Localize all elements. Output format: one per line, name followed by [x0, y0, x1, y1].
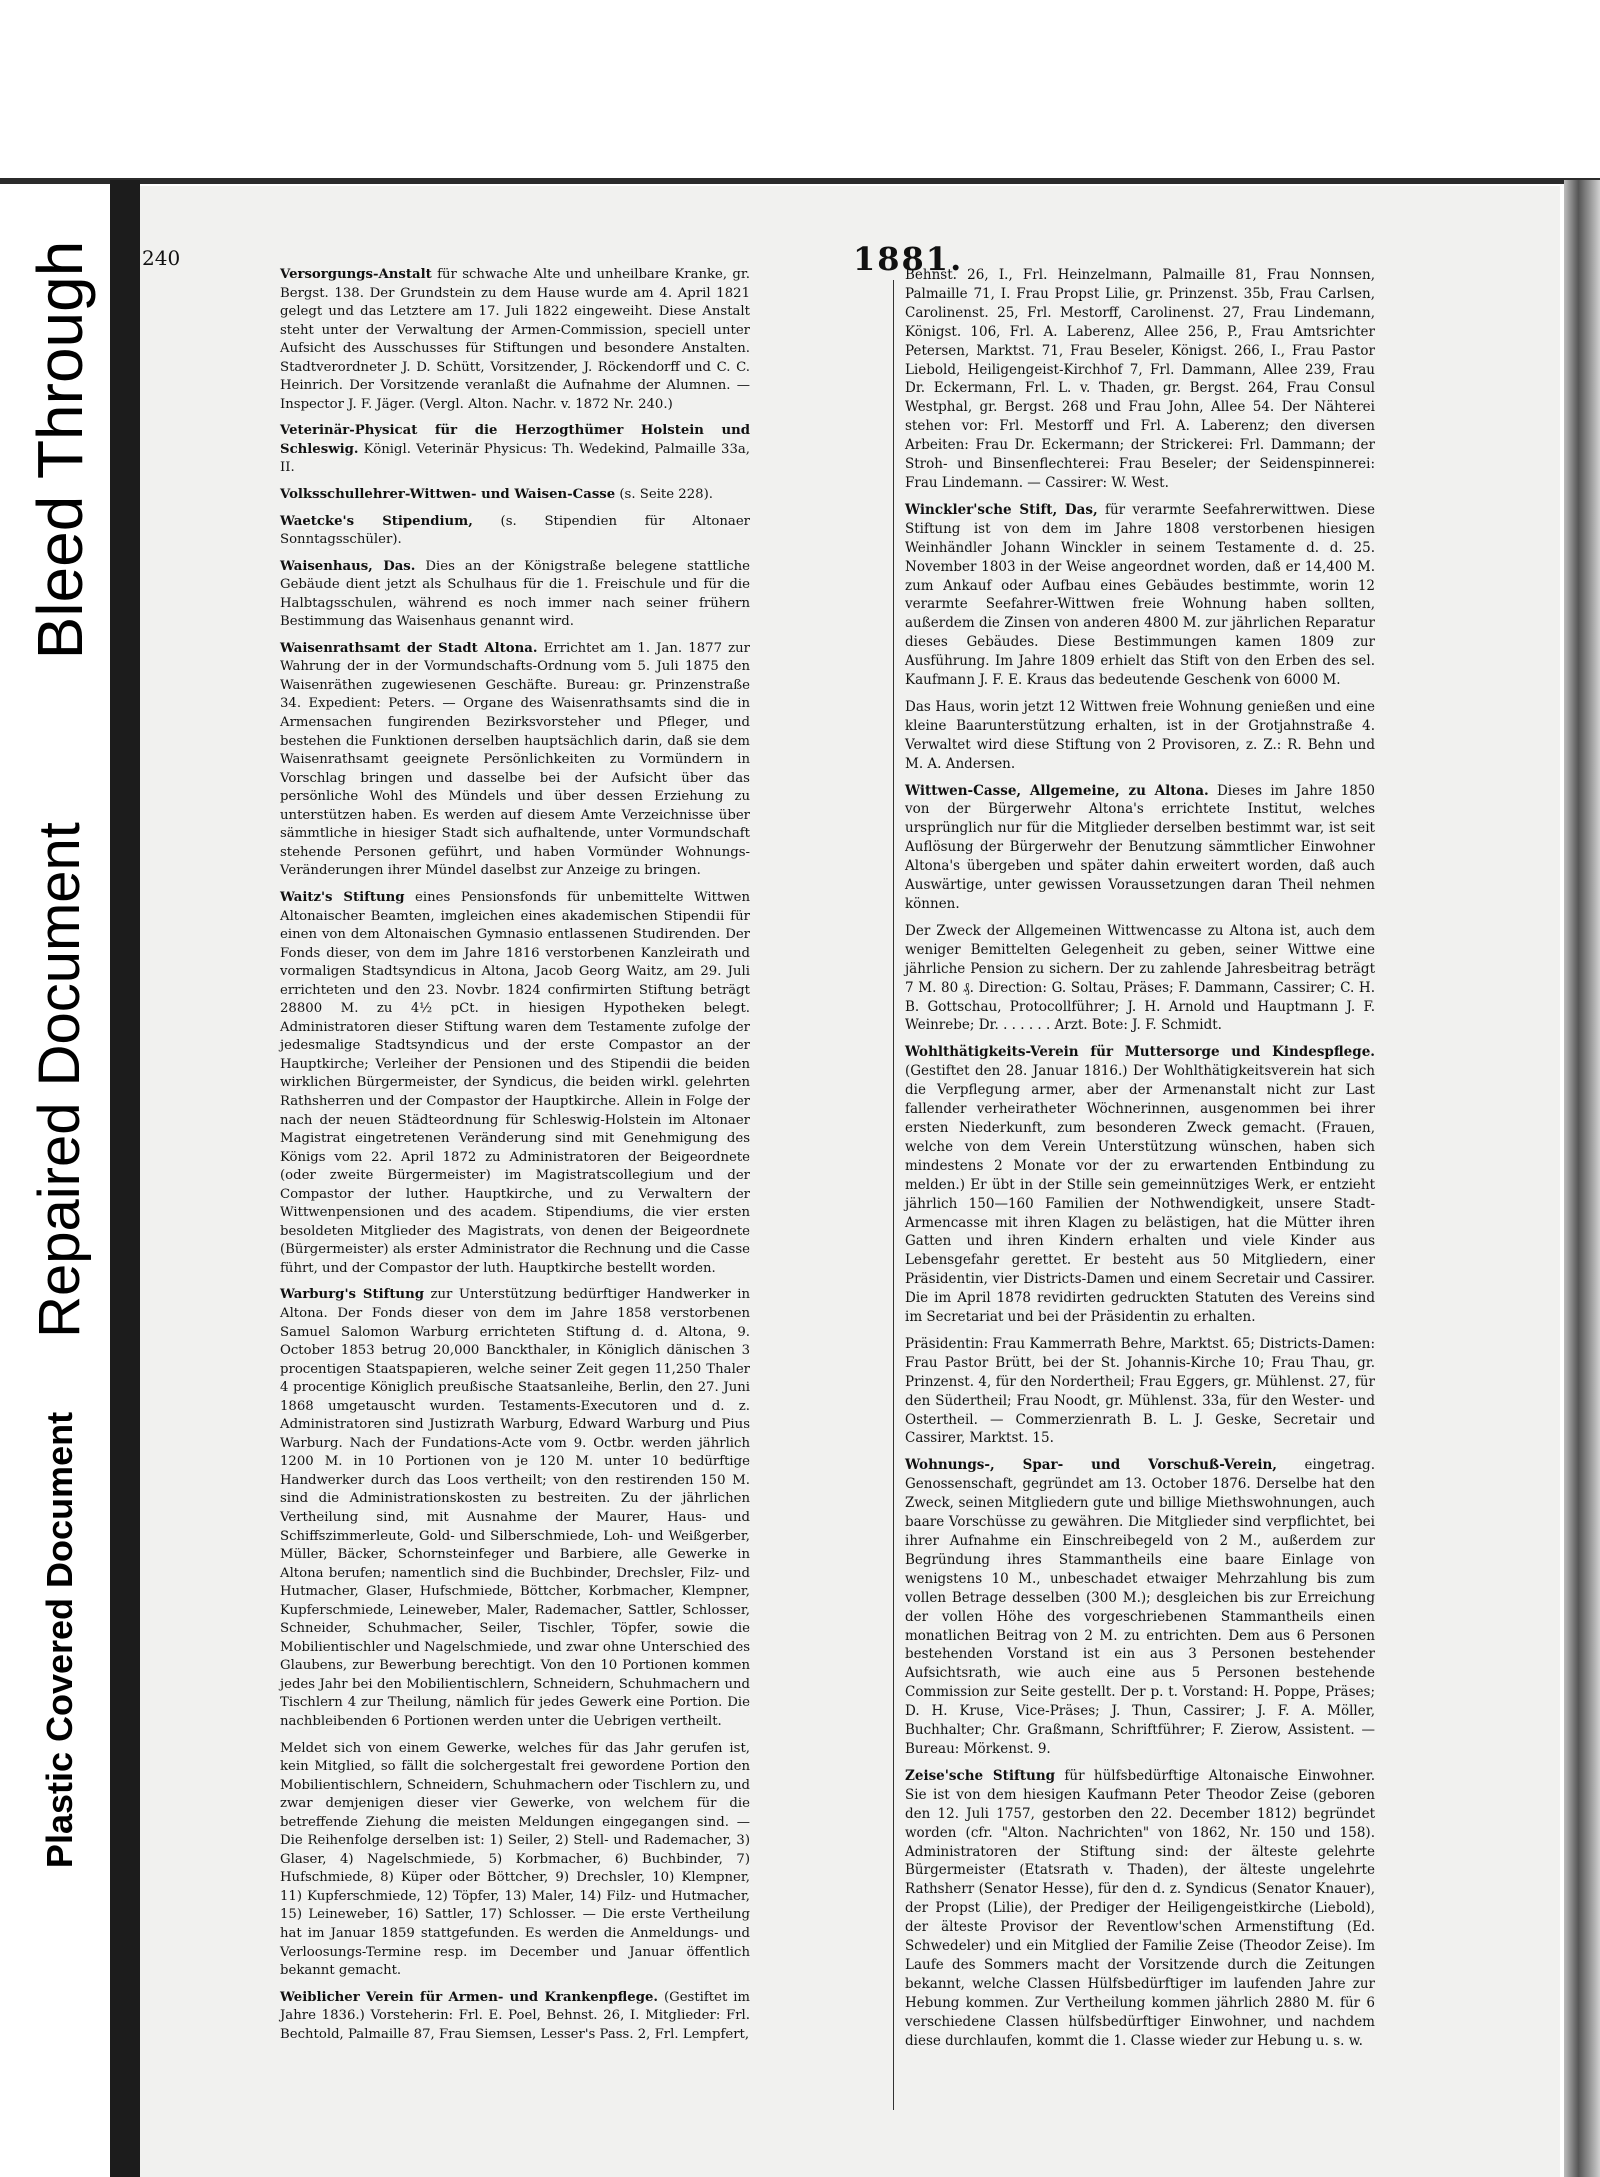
entry-paragraph	[280, 640, 750, 881]
entry-body: Das Haus, worin jetzt 12 Wittwen freie Wohnung genießen und eine kleine Baarunterstützung erhalten, ist in der Grotjahnstraße 4. Verwaltet wird diese Stiftung von 2 Provisoren, z. Z.: R. Behn und M. A. Andersen.	[905, 698, 1375, 772]
entry-heading: Zeise'sche Stiftung	[905, 1767, 1056, 1784]
entry-body: zur Unterstützung bedürftiger Handwerker in Altona. Der Fonds dieser von dem im Jahre 1858 verstorbenen Samuel Salomon Warburg errichteten Stiftung d. d. Altona, 9. October 1853 betrug 20,000 Banckthaler, in Königlich dänischen 3 procentigen Staatspapieren, welche seiner Zeit gegen 11,250 Thaler 4 procentige Königlich preußische Staatsanleihe, Berlin, den 27. Juni 1868 umgetauscht wurden. Testaments-Executoren und d. z. Administratoren sind Justizrath Warburg, Edward Warburg und Pius Warburg. Nach der Fundations-Acte vom 9. Octbr. werden jährlich 1200 M. in 10 Portionen von je 120 M. unter 10 bedürftige Handwerker durch das Loos vertheilt; von den restirenden 150 M. sind die Administrationskosten zu bestreiten. Zu der jährlichen Vertheilung sind, mit Ausnahme der Maurer, Haus- und Schiffszimmerleute, Gold- und Silberschmiede, Loh- und Weißgerber, Müller, Bäcker, Schornsteinfeger und Barbiere, alle Gewerke in Altona berufen; namentlich sind die Buchbinder, Drechsler, Filz- und Hutmacher, Glaser, Hufschmiede, Böttcher, Korbmacher, Klempner, Kupferschmiede, Leineweber, Maler, Rademacher, Sattler, Schlosser, Schneider, Schuhmacher, Seiler, Tischler, Töpfer, sowie die Mobilientischler und Nagelschmiede, und zwar ohne Unterschied des Glaubens, zur Bewerbung berechtigt. Von den 10 Portionen kommen jedes Jahr bei den Mobilientischlern, Schneidern, Schuhmachern und Tischlern 4 zur Theilung, nämlich für jedes Gewerk eine Portion. Die nachbleibenden 6 Portionen werden unter die Uebrigen vertheilt.	[280, 1287, 750, 1730]
repaired-document-label: Repaired Document	[27, 822, 92, 1338]
book-right-edge	[1564, 180, 1600, 2177]
entry-paragraph	[280, 513, 750, 550]
entry-paragraph	[905, 501, 1375, 690]
entry-heading: Wohnungs-, Spar- und Vorschuß-Verein,	[905, 1457, 1277, 1474]
entry-body: Der Zweck der Allgemeinen Wittwencasse zu Altona ist, auch dem weniger Bemittelten Gelegenheit zu geben, seiner Wittwe eine jährliche Pension zu sichern. Der zu zahlende Jahresbeitrag beträgt 7 M. 80 ₰. Direction: G. Soltau, Präses; F. Dammann, Cassirer; C. H. B. Gottschau, Protocollführer; J. H. Arnold und Hauptmann J. F. Weinrebe; Dr. . . . . . . Arzt. Bote: J. F. Schmidt.	[905, 922, 1375, 1034]
entry-heading: Warburg's Stiftung	[280, 1287, 424, 1303]
entry-paragraph	[905, 1043, 1375, 1327]
left-column	[280, 266, 750, 2052]
entry-paragraph	[280, 889, 750, 1278]
column-divider	[893, 280, 894, 2110]
entry-paragraph	[280, 1989, 750, 2045]
entry-heading: Waisenrathsamt der Stadt Altona.	[280, 640, 538, 656]
entry-body: Behnst. 26, I., Frl. Heinzelmann, Palmaille 81, Frau Nonnsen, Palmaille 71, I. Frau Propst Lilie, gr. Prinzenst. 35b, Frau Carlsen, Carolinenst. 25, Frl. Mestorff, Carolinenst. 27, Frau Lindemann, Königst. 106, Frl. A. Laberenz, Allee 256, P., Frau Amtsrichter Petersen, Marktst. 71, Frau Beseler, Königst. 266, I., Frau Pastor Liebold, Heiligengeist-Kirchhof 7, Frl. Dammann, Allee 239, Frau Dr. Eckermann, Frl. L. v. Thaden, gr. Bergst. 264, Frau Consul Westphal, gr. Bergst. 268 und Frau John, Allee 54. Der Nähterei stehen vor: Frl. Mestorff und Frl. A. Laberenz; den diversen Arbeiten: Frau Dr. Eckermann; der Strickerei: Frl. Dammann; der Stroh- und Binsenflechterei: Frau Beseler; der Seidenspinnerei: Frau Lindemann. — Cassirer: W. West.	[905, 267, 1375, 491]
label-sidebar	[0, 0, 120, 2177]
entry-body: Dieses im Jahre 1850 von der Bürgerwehr Altona's errichtete Institut, welches ursprünglich nur für die Mitglieder derselben bestimmt war, ist seit Auflösung der Bürgerwehr der Benutzung sämmtlicher Einwohner Altona's übergeben und später dahin erweitert worden, daß auch Auswärtige, unter gewissen Voraussetzungen daran Theil nehmen können.	[905, 782, 1376, 912]
entry-paragraph	[905, 782, 1375, 914]
entry-body: (s. Seite 228).	[615, 487, 713, 503]
entry-body: für schwache Alte und unheilbare Kranke, gr. Bergst. 138. Der Grundstein zu dem Hause wurde am 4. April 1821 gelegt und das Letztere am 17. Juli 1822 eingeweiht. Diese Anstalt steht unter der Verwaltung der Armen-Commission, speciell unter Aufsicht des Ausschusses für Stiftungen und besondere Anstalten. Stadtverordneter J. D. Schütt, Vorsitzender, J. Röckendorff und C. C. Heinrich. Der Vorsitzende veranlaßt die Aufnahme der Alumnen. — Inspector J. F. Jäger. (Vergl. Alton. Nachr. v. 1872 Nr. 240.)	[280, 267, 750, 412]
entry-body: (Gestiftet den 28. Januar 1816.) Der Wohlthätigkeitsverein hat sich die Verpflegung armer, aber der Armenanstalt nicht zur Last fallender verheiratheter Wöchnerinnen, ausgenommen bei ihrer ersten Niederkunft, zum besonderen Zweck gemacht. (Frauen, welche von dem Verein Unterstützung wünschen, haben sich mindestens 2 Monate vor der zu erwartenden Entbindung zu melden.) Er übt in der Stille sein gemeinnütziges Werk, er entzieht jährlich 150—160 Familien der Nothwendigkeit, unsere Stadt-Armencasse mit ihren Klagen zu belästigen, hat die Mütter ihren Gatten und ihren Kindern erhalten und viele Kinder aus Lebensgefahr gerettet. Er besteht aus 50 Mitgliedern, einer Präsidentin, vier Districts-Damen und einem Secretair und Cassirer. Die im April 1878 revidirten gedruckten Statuten des Vereins sind im Secretariat und bei der Präsidentin zu erhalten.	[905, 1063, 1375, 1326]
book-top-edge	[0, 178, 1600, 184]
entry-body: Königl. Veterinär Physicus: Th. Wedekind, Palmaille 33a, II.	[280, 441, 750, 476]
entry-body: Dies an der Königstraße belegene stattliche Gebäude dient jetzt als Schulhaus für die 1. Freischule und für die Halbtagsschulen, während es noch immer nach seiner frühern Bestimmung das Waisenhaus genannt wird.	[280, 558, 750, 630]
entry-body: (s. Stipendien für Altonaer Sonntagsschüler).	[280, 513, 750, 548]
entry-paragraph	[905, 922, 1375, 1035]
entry-paragraph	[905, 1767, 1375, 2051]
entry-heading: Waetcke's Stipendium,	[280, 513, 473, 529]
entry-heading: Wohlthätigkeits-Verein für Muttersorge und Kindespflege.	[905, 1044, 1375, 1061]
right-column	[905, 266, 1375, 2058]
plastic-covered-label: Plastic Covered Document	[39, 1411, 80, 1869]
entry-body: für hülfsbedürftige Altonaische Einwohner. Sie ist von dem hiesigen Kaufmann Peter Theodor Zeise (geboren den 12. Juli 1757, gestorben den 22. December 1812) begründet worden (cfr. "Alton. Nachrichten" von 1862, Nr. 150 und 158). Administratoren der Stiftung sind: der älteste gelehrte Bürgermeister (Etatsrath v. Thaden), der älteste ungelehrte Rathsherr (Senator Hesse), für den d. z. Syndicus (Senator Knauer), der Propst (Lilie), der Prediger der Heiligengeistkirche (Liebold), der älteste Provisor der Reventlow'schen Armenstiftung (Ed. Schwedeler) und ein Mitglied der Familie Zeise (Theodor Zeise). Im Laufe des Sommers macht der Vorsitzende durch die Zeitungen bekannt, welche Classen Hülfsbedürftiger im laufenden Jahre zur Hebung kommen. Zur Vertheilung kommen jährlich 2880 M. für 6 verschiedene Classen hülfsbedürftiger Einwohner, und nachdem diese durchlaufen, kommt die 1. Classe wieder zur Hebung u. s. w.	[905, 1767, 1376, 2049]
entry-paragraph	[280, 486, 750, 505]
entry-paragraph	[905, 698, 1375, 774]
book-spine-edge	[110, 180, 140, 2177]
entry-heading: Waitz's Stiftung	[280, 889, 405, 905]
entry-body: für verarmte Seefahrerwittwen. Diese Stiftung ist von dem im Jahre 1808 verstorbenen hiesigen Weinhändler Johann Winckler in seinem Testamente d. d. 25. November 1803 in der Weise angeordnet worden, daß er 14,400 M. zum Ankauf oder Aufbau eines Gebäudes bestimmte, worin 12 verarmte Seefahrer-Wittwen freie Wohnung haben sollten, außerdem die Zinsen von anderen 4800 M. zur jährlichen Reparatur dieses Gebäudes. Diese Bestimmungen kamen 1809 zur Ausführung. Im Jahre 1809 erhielt das Stift von den Erben des sel. Kaufmann J. F. E. Kraus das bedeutende Geschenk von 6000 M.	[905, 501, 1375, 689]
entry-heading: Veterinär-Physicat für die Herzogthümer Holstein und Schleswig.	[280, 423, 750, 457]
entry-paragraph	[280, 422, 750, 478]
entry-heading: Waisenhaus, Das.	[280, 558, 416, 574]
entry-body: eingetrag. Genossenschaft, gegründet am 13. October 1876. Derselbe hat den Zweck, seinen Mitgliedern gute und billige Miethswohnungen, auch baare Vorschüsse zu gewähren. Die Mitglieder sind verpflichtet, bei ihrer Aufnahme ein Einschreibegeld von 2 M., außerdem zur Begründung ihres Stammantheils eine baare Einlage von wenigstens 10 M., unbeschadet etwaiger Mehrzahlung bis zum vollen Betrage desselben (300 M.); desgleichen bis zur Erreichung der vollen Höhe des vorgeschriebenen Stammantheils einen monatlichen Beitrag von 2 M. zu entrichten. Dem aus 6 Personen bestehenden Vorstand ist ein aus 3 Personen bestehender Aufsichtsrath, wie auch eine aus 5 Personen bestehende Commission zur Seite gestellt. Der p. t. Vorstand: H. Poppe, Präses; D. H. Kruse, Vice-Präses; J. Thun, Cassirer; J. F. A. Möller, Buchhalter; Chr. Graßmann, Schriftführer; F. Zierow, Assistent. — Bureau: Mörkenst. 9.	[905, 1457, 1375, 1757]
entry-paragraph	[905, 266, 1375, 493]
entry-body: Präsidentin: Frau Kammerrath Behre, Marktst. 65; Districts-Damen: Frau Pastor Brütt, bei der St. Johannis-Kirche 10; Frau Thau, gr. Prinzenst. 4, für den Nordertheil; Frau Eggers, gr. Mühlenst. 27, für den Südertheil; Frau Noodt, gr. Mühlenst. 33a, für den Wester- und Ostertheil. — Commerzienrath B. L. J. Geske, Secretair und Cassirer, Marktst. 15.	[905, 1335, 1375, 1447]
entry-paragraph	[280, 1286, 750, 1731]
entry-body: Errichtet am 1. Jan. 1877 zur Wahrung der in der Vormundschafts-Ordnung vom 5. Juli 1875 den Waisenräthen zugewiesenen Geschäfte. Bureau: gr. Prinzenstraße 34. Expedient: Peters. — Organe des Waisenrathsamts sind die in Armensachen fungirenden Bezirksvorsteher und Pfleger, und bestehen die Funktionen derselben hauptsächlich darin, daß sie dem Waisenrathsamt geeignete Persönlichkeiten zu Vormündern in Vorschlag bringen und dasselbe bei der Aufsicht über das persönliche Wohl des Mündels und über dessen Erziehung zu unterstützen haben. Es werden auf diesem Amte Verzeichnisse über sämmtliche in hiesiger Stadt sich aufhaltende, unter Vormundschaft stehende Personen geführt, und haben Vormünder Wohnungs-Veränderungen ihrer Mündel daselbst zur Anzeige zu bringen.	[280, 640, 750, 879]
entry-paragraph	[280, 1740, 750, 1981]
entry-paragraph	[280, 558, 750, 632]
page-year-heading: 1881.	[853, 240, 964, 278]
entry-body: Meldet sich von einem Gewerke, welches für das Jahr gerufen ist, kein Mitglied, so fällt die solchergestalt frei gewordene Portion den Mobilientischlern, Schneidern, Schuhmachern oder Tischlern zu, und zwar demjenigen dieser vier Gewerke, von welchem für die betreffende Ziehung die meisten Meldungen eingegangen sind. — Die Reihenfolge derselben ist: 1) Seiler, 2) Stell- und Rademacher, 3) Glaser, 4) Nagelschmiede, 5) Korbmacher, 6) Buchbinder, 7) Hufschmiede, 8) Küper oder Böttcher, 9) Drechsler, 10) Klempner, 11) Kupferschmiede, 12) Töpfer, 13) Maler, 14) Filz- und Hutmacher, 15) Leineweber, 16) Sattler, 17) Schlosser. — Die erste Vertheilung hat im Januar 1859 stattgefunden. Es werden die Anmeldungs- und Verloosungs-Termine resp. im December und Januar öffentlich bekannt gemacht.	[280, 1740, 750, 1979]
entry-heading: Volksschullehrer-Wittwen- und Waisen-Casse	[280, 487, 616, 503]
entry-heading: Wittwen-Casse, Allgemeine, zu Altona.	[905, 782, 1209, 799]
entry-heading: Versorgungs-Anstalt	[280, 267, 432, 282]
entry-paragraph	[905, 1456, 1375, 1759]
entry-body: (Gestiftet im Jahre 1836.) Vorsteherin: Frl. E. Poel, Behnst. 26, I. Mitglieder: Frl. Bechtold, Palmaille 87, Frau Siemsen, Lesser's Pass. 2, Frl. Lempfert,	[280, 1989, 750, 2042]
entry-paragraph	[905, 1335, 1375, 1448]
entry-heading: Winckler'sche Stift, Das,	[905, 501, 1098, 518]
entry-paragraph	[280, 266, 750, 414]
entry-heading: Weiblicher Verein für Armen- und Krankenpflege.	[280, 1989, 659, 2005]
entry-body: eines Pensionsfonds für unbemittelte Wittwen Altonaischer Beamten, imgleichen eines akademischen Stipendii für einen von dem Altonaischen Gymnasio entlassenen Studirenden. Der Fonds dieser, von dem im Jahre 1816 verstorbenen Kanzleirath und vormaligen Stadtsyndicus in Altona, Jacob Georg Waitz, am 29. Juli errichteten und den 23. Novbr. 1824 confirmirten Stiftung beträgt 28800 M. zu 4½ pCt. in hiesigen Hypotheken belegt. Administratoren dieser Stiftung waren dem Testamente zufolge der jedesmalige Stadtsyndicus und der erste Compastor an der Hauptkirche; Verleiher der Pensionen und des Stipendii die beiden wirklichen Bürgermeister, der Syndicus, die beiden wirkl. gelehrten Rathsherren und der Compastor der Hauptkirche. Allein in Folge der nach der neuen Städteordnung für Schleswig-Holstein im Altonaer Magistrat eingetretenen Veränderung sind mit Genehmigung des Königs vom 22. April 1872 zu Administratoren der Beigeordnete (oder zweite Bürgermeister) im Magistratscollegium und der Compastor der luther. Hauptkirche, und zu Verwaltern der Wittwenpensionen und des academ. Stipendiums, die vier ersten besoldeten Mitglieder des Magistrats, von denen der Beigeordnete (Bürgermeister) als erster Administrator die Rechnung und die Casse führt, und der Compastor der luth. Hauptkirche bestellt worden.	[280, 889, 750, 1276]
page-number: 240	[142, 246, 181, 270]
bleed-through-label: Bleed Through	[24, 240, 96, 660]
